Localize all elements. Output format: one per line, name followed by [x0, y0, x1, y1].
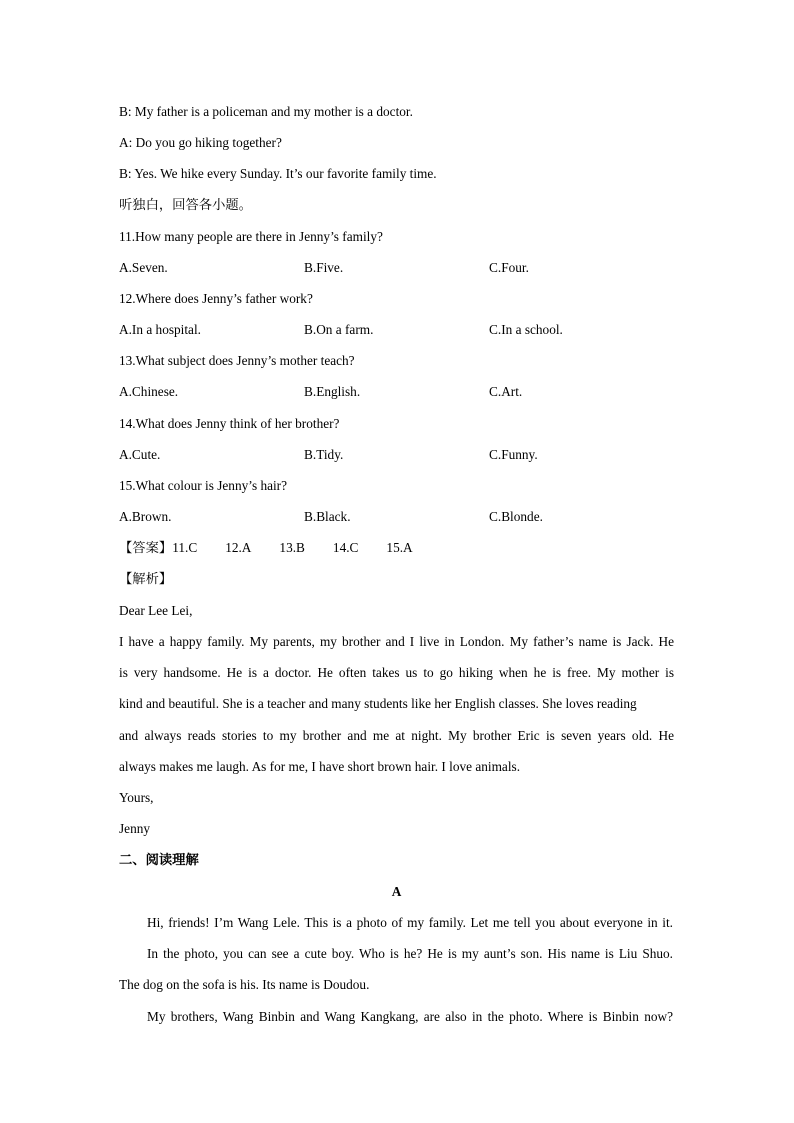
- answer-item: 13.B: [279, 540, 305, 555]
- option-13-a: A.Chinese.: [119, 384, 179, 399]
- passage-label: A: [391, 884, 402, 899]
- letter-line: kind and beautiful. She is a teacher and many students like her English classes. She loves reading: [119, 696, 637, 711]
- option-15-a: A.Brown.: [119, 509, 172, 524]
- dialogue-line: A: Do you go hiking together?: [119, 135, 282, 150]
- analysis-label: 【解析】: [119, 571, 173, 586]
- letter-closing: Yours,: [119, 790, 154, 805]
- dialogue-line: B: My father is a policeman and my mother is a doctor.: [119, 104, 413, 119]
- question-11: 11.How many people are there in Jenny’s family?: [119, 229, 383, 244]
- answer-label: 【答案】: [119, 540, 173, 555]
- question-15: 15.What colour is Jenny’s hair?: [119, 478, 288, 493]
- option-12-c: C.In a school.: [489, 322, 563, 337]
- question-14: 14.What does Jenny think of her brother?: [119, 416, 340, 431]
- letter-signature: Jenny: [119, 821, 151, 836]
- letter-line: I have a happy family. My parents, my brother and I live in London. My father’s name is Jack. He: [119, 634, 674, 649]
- option-12-a: A.In a hospital.: [119, 322, 201, 337]
- option-14-b: B.Tidy.: [304, 447, 344, 462]
- passage-line: Hi, friends! I’m Wang Lele. This is a photo of my family. Let me tell you about everyone in it.: [147, 915, 673, 930]
- dialogue-line: B: Yes. We hike every Sunday. It’s our favorite family time.: [119, 166, 437, 181]
- answer-item: 11.C: [172, 540, 198, 555]
- monologue-instruction: 听独白，回答各小题。: [119, 197, 252, 212]
- option-13-c: C.Art.: [489, 384, 523, 399]
- answer-line: [119, 539, 441, 557]
- passage-line: My brothers, Wang Binbin and Wang Kangkang, are also in the photo. Where is Binbin now?: [147, 1009, 673, 1024]
- option-14-c: C.Funny.: [489, 447, 538, 462]
- option-11-b: B.Five.: [304, 260, 344, 275]
- option-12-b: B.On a farm.: [304, 322, 374, 337]
- passage-line: In the photo, you can see a cute boy. Who is he? He is my aunt’s son. His name is Liu Shuo.: [147, 946, 673, 961]
- answer-item: 12.A: [225, 540, 252, 555]
- letter-line: is very handsome. He is a doctor. He often takes us to go hiking when he is free. My mother is: [119, 665, 674, 680]
- option-15-b: B.Black.: [304, 509, 351, 524]
- option-11-c: C.Four.: [489, 260, 529, 275]
- option-15-c: C.Blonde.: [489, 509, 543, 524]
- question-13: 13.What subject does Jenny’s mother teach?: [119, 353, 355, 368]
- section-title: 二、阅读理解: [119, 852, 199, 867]
- answer-item: 15.A: [386, 540, 413, 555]
- answer-item: 14.C: [332, 540, 359, 555]
- letter-line: always makes me laugh. As for me, I have short brown hair. I love animals.: [119, 759, 521, 774]
- letter-greeting: Dear Lee Lei,: [119, 603, 193, 618]
- option-11-a: A.Seven.: [119, 260, 168, 275]
- letter-line: and always reads stories to my brother and me at night. My brother Eric is seven years old. He: [119, 728, 674, 743]
- option-14-a: A.Cute.: [119, 447, 161, 462]
- passage-line: The dog on the sofa is his. Its name is Doudou.: [119, 977, 370, 992]
- question-12: 12.Where does Jenny’s father work?: [119, 291, 313, 306]
- option-13-b: B.English.: [304, 384, 361, 399]
